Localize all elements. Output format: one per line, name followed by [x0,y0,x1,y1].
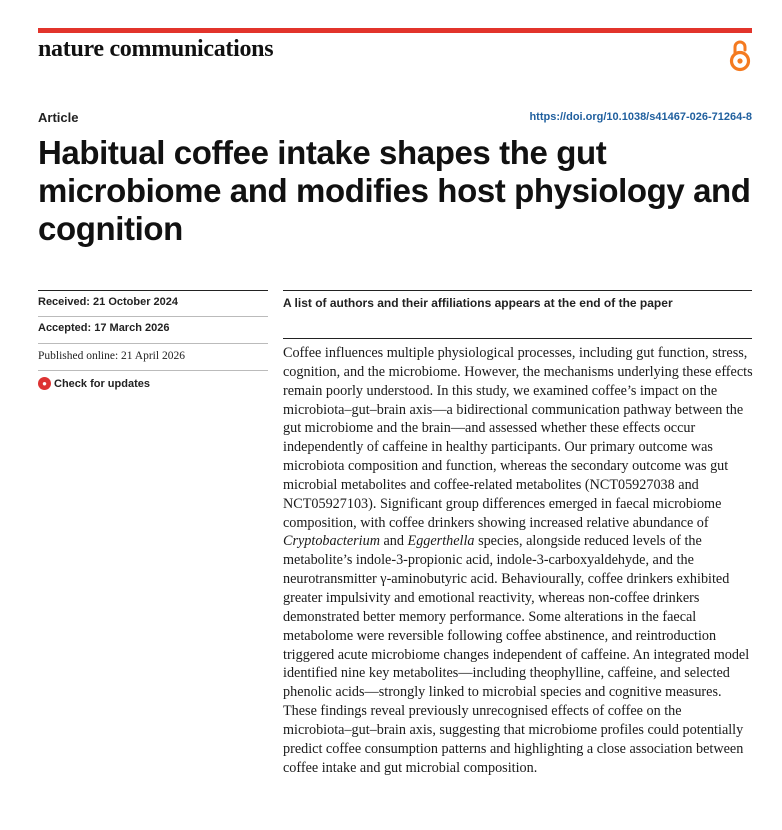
check-updates-icon: ● [38,377,51,390]
abstract-part-1: Coffee influences multiple physiological processes, including gut function, stress, cognition, and the microbiome. However, the mechanisms underlying these effects remain poorly understood. In this study, we examined coffee’s impact on the microbiota–gut–brain axis—a bidirectional communication pathway between the gut microbiome and the brain—and assessed whether these effects occur independently of caffeine in healthy participants. Our primary outcome was microbiota composition and function, whereas the secondary outcome was gut microbial metabolites and coffee-related metabolites (NCT05927038 and NCT05927103). Significant group differences emerged in faecal microbiome composition, with coffee drinkers showing increased relative abundance of [283,345,753,531]
published-date: Published online: 21 April 2026 [38,350,185,362]
meta-divider [38,343,268,344]
accepted-date: Accepted: 17 March 2026 [38,322,170,334]
article-type-label: Article [38,110,79,125]
abstract-top-rule [283,338,752,339]
check-updates-label: Check for updates [54,377,150,390]
abstract-part-2: species, alongside reduced levels of the metabolite’s indole-3-propionic acid, indole-3-carboxyaldehyde, and the neurotransmitter γ-aminobutyric acid. Behaviourally, coffee drinkers exhibited greater impulsivity and emotional reactivity, whereas non-coffee drinkers demonstrated better memory performance. Some alterations in the faecal metabolome were reversible following coffee abstinence, and reintroduction triggered acute microbiome changes independent of caffeine. An integrated model identified nine key metabolites—including theophylline, caffeine, and selected phenolic acids—strongly linked to microbial species and cognitive measures. These findings reveal previously unrecognised effects of coffee on the microbiota–gut–brain axis, suggesting that microbiome profiles could potentially predict coffee consumption patterns and highlighting a close association between coffee intake and gut microbial composition. [283,533,750,776]
species-cryptobacterium: Cryptobacterium [283,533,380,550]
abstract-and: and [379,533,408,550]
doi-link[interactable]: https://doi.org/10.1038/s41467-026-71264-8 [529,111,752,123]
abstract-text [283,344,753,777]
article-title: Habitual coffee intake shapes the gut microbiome and modifies host physiology and cognition [38,134,751,247]
authors-top-rule [283,290,752,291]
check-for-updates-button[interactable] [38,377,150,390]
journal-color-bar [38,28,752,33]
open-access-lock-icon [727,38,753,72]
meta-top-rule [38,290,268,291]
species-eggerthella: Eggerthella [407,533,475,550]
meta-divider [38,370,268,371]
received-date: Received: 21 October 2024 [38,296,179,308]
meta-divider [38,316,268,317]
journal-name: nature communications [38,36,274,62]
authors-affiliation-note: A list of authors and their affiliations appears at the end of the paper [283,296,673,310]
